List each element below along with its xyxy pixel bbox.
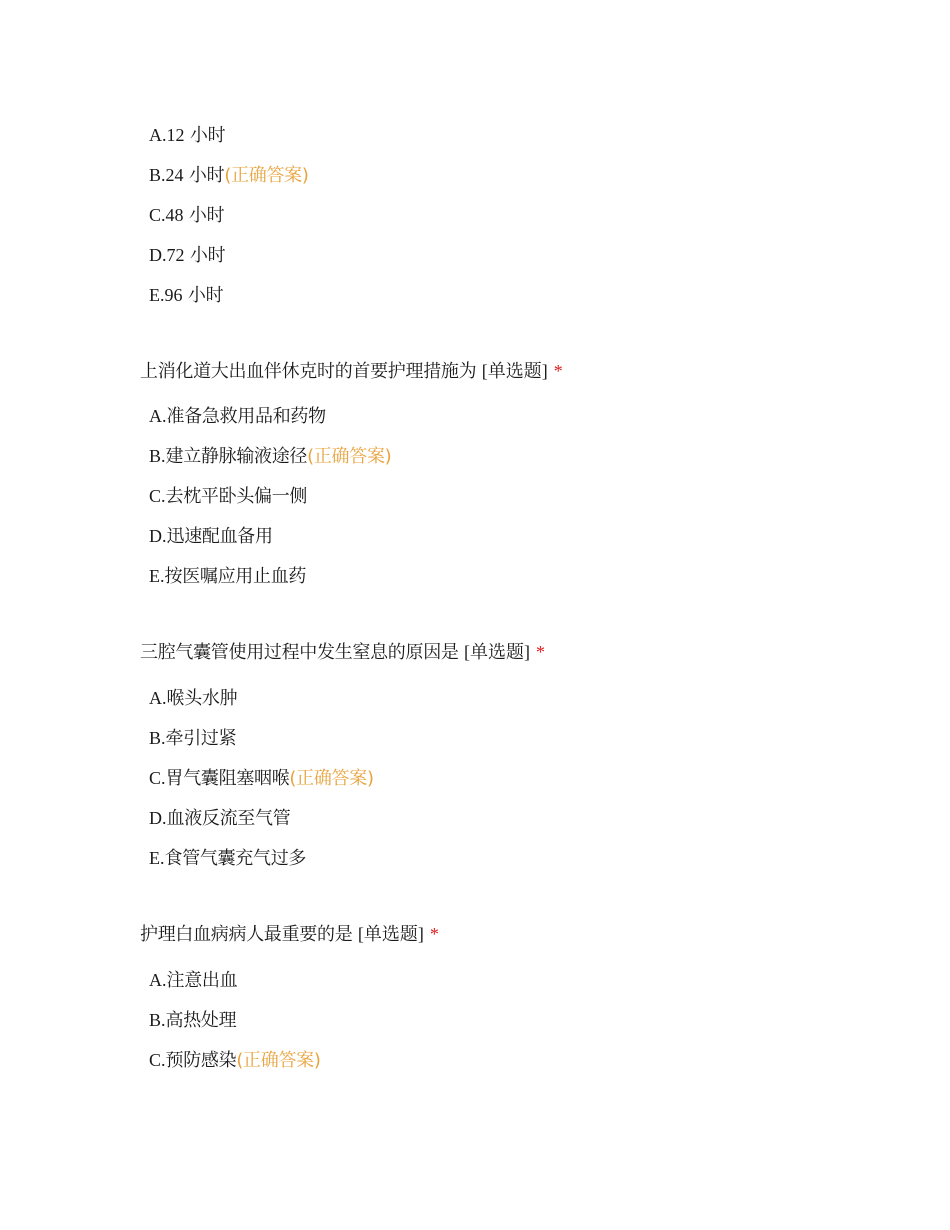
option-b <box>149 724 236 750</box>
required-mark: * <box>429 924 439 944</box>
option-letter: A. <box>149 406 167 426</box>
option-letter: D. <box>149 245 167 265</box>
option-text: 小时 <box>184 125 226 146</box>
option-b <box>149 161 309 187</box>
option-a <box>149 966 237 992</box>
option-letter: D. <box>149 808 167 828</box>
option-letter: D. <box>149 526 167 546</box>
option-b <box>149 442 391 468</box>
question-title <box>140 638 545 664</box>
option-a <box>149 402 326 428</box>
option-text: 食管气囊充气过多 <box>164 848 307 869</box>
option-text: 小时 <box>182 285 224 306</box>
correct-answer-label: (正确答案) <box>224 165 309 186</box>
question-type-tag: [单选题] <box>357 924 424 944</box>
option-letter: B. <box>149 728 166 748</box>
option-text: 去枕平卧头偏一侧 <box>165 486 308 507</box>
option-letter: A. <box>149 125 167 145</box>
option-letter: A. <box>149 688 167 708</box>
option-number: 12 <box>166 125 185 145</box>
option-letter: C. <box>149 768 166 788</box>
option-letter: E. <box>149 566 165 586</box>
option-c <box>149 1046 321 1072</box>
option-c <box>149 764 374 790</box>
option-d <box>149 241 225 267</box>
option-text: 小时 <box>183 205 225 226</box>
option-c <box>149 482 307 508</box>
option-text: 牵引过紧 <box>165 728 237 749</box>
option-text: 迅速配血备用 <box>166 526 273 547</box>
question-text: 护理白血病病人最重要的是 <box>140 924 353 945</box>
option-text: 血液反流至气管 <box>166 808 291 829</box>
option-d <box>149 804 290 830</box>
question-text: 三腔气囊管使用过程中发生窒息的原因是 <box>140 642 459 663</box>
option-a <box>149 684 237 710</box>
option-a <box>149 121 225 147</box>
correct-answer-label: (正确答案) <box>307 446 392 467</box>
option-text: 小时 <box>184 245 226 266</box>
option-e <box>149 562 306 588</box>
option-number: 24 <box>165 165 184 185</box>
option-letter: A. <box>149 970 167 990</box>
option-d <box>149 522 273 548</box>
option-letter: E. <box>149 285 165 305</box>
option-number: 96 <box>164 285 183 305</box>
option-text: 预防感染 <box>165 1050 237 1071</box>
option-b <box>149 1006 236 1032</box>
option-letter: C. <box>149 205 166 225</box>
question-title <box>140 920 439 946</box>
option-text: 胃气囊阻塞咽喉 <box>165 768 290 789</box>
option-text: 准备急救用品和药物 <box>166 406 326 427</box>
option-text: 喉头水肿 <box>166 688 238 709</box>
option-letter: C. <box>149 1050 166 1070</box>
option-letter: B. <box>149 1010 166 1030</box>
option-e <box>149 281 223 307</box>
option-number: 48 <box>165 205 184 225</box>
question-type-tag: [单选题] <box>464 642 531 662</box>
question-type-tag: [单选题] <box>481 361 548 381</box>
required-mark: * <box>536 642 545 662</box>
option-text: 按医嘱应用止血药 <box>164 566 307 587</box>
option-text: 注意出血 <box>166 970 238 991</box>
option-letter: B. <box>149 446 166 466</box>
required-mark: * <box>553 361 563 381</box>
option-text: 小时 <box>183 165 225 186</box>
option-e <box>149 844 306 870</box>
option-letter: E. <box>149 848 165 868</box>
option-c <box>149 201 224 227</box>
option-letter: C. <box>149 486 166 506</box>
correct-answer-label: (正确答案) <box>236 1050 321 1071</box>
option-text: 建立静脉输液途径 <box>165 446 308 467</box>
question-title <box>140 357 562 383</box>
question-text: 上消化道大出血伴休克时的首要护理措施为 <box>140 361 477 382</box>
option-number: 72 <box>166 245 185 265</box>
option-letter: B. <box>149 165 166 185</box>
option-text: 高热处理 <box>165 1010 237 1031</box>
correct-answer-label: (正确答案) <box>289 768 374 789</box>
